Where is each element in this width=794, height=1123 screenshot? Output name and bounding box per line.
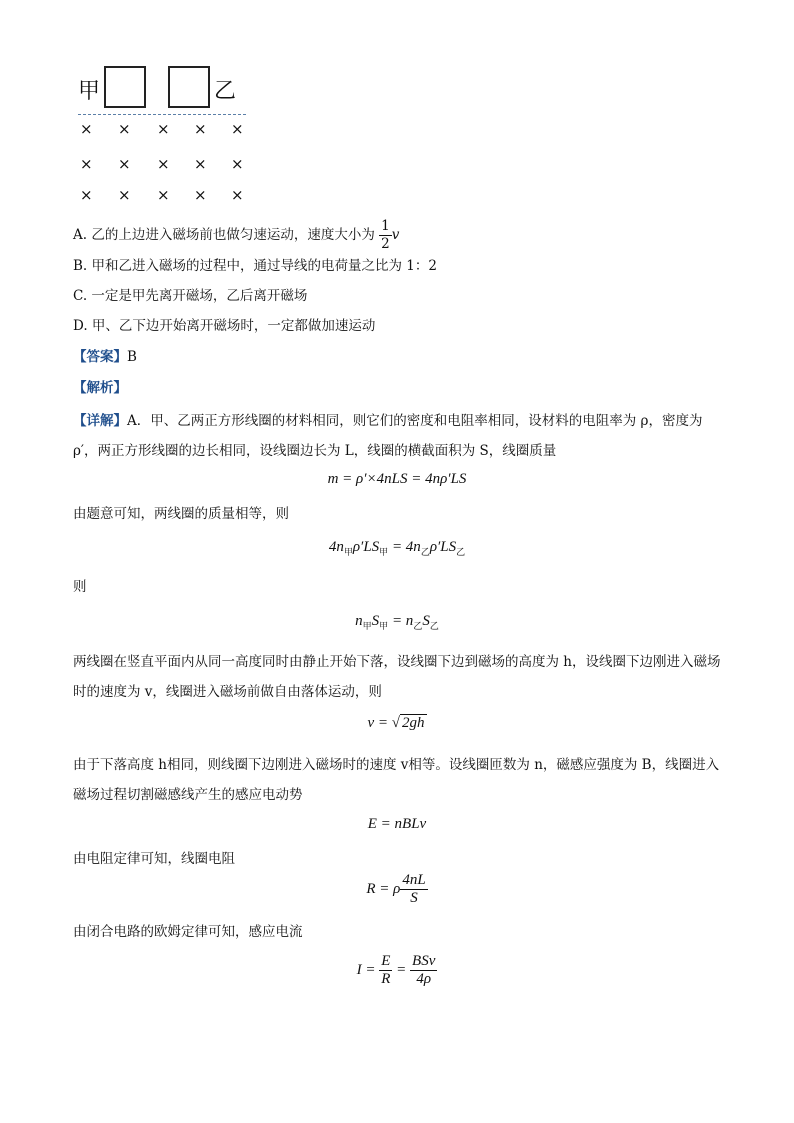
analysis-tag: 【解析】 — [73, 380, 127, 396]
field-cross-icon: × — [80, 120, 93, 138]
equation-ns: $n_甲S_甲 = n_乙S_乙$ — [355, 613, 439, 631]
label-yi: 乙 — [214, 79, 237, 104]
field-cross-icon: × — [194, 155, 207, 173]
field-cross-icon: × — [231, 155, 244, 173]
field-cross-icon: × — [157, 120, 170, 138]
option-a: A. 乙的上边进入磁场前也做匀速运动，速度大小为 $\frac{1}{2}$ v — [73, 218, 400, 252]
field-cross-icon: × — [194, 120, 207, 138]
detail-paragraph-2: 由题意可知，两线圈的质量相等，则 — [73, 506, 289, 522]
equation-emf: E = nBLv — [367, 816, 427, 832]
field-cross-icon: × — [118, 155, 131, 173]
field-cross-icon: × — [231, 186, 244, 204]
equation-mass: m = ρ′×4nLS = 4nρ′LS — [327, 471, 467, 487]
detail-paragraph-4: 两线圈在竖直平面内从同一高度同时由静止开始下落，设线圈下边到磁场的高度为 h，设线圈下边刚进入磁场时的速度为 v，线圈进入磁场前做自由落体运动，则 — [73, 654, 721, 700]
equation-current: I = $\frac{E}{R}$ = $\frac{\text{BSv}}{4\rho}$ — [356, 953, 436, 987]
equation-velocity: v = √ 2gh — [367, 715, 425, 731]
equation-resistance: R = ρ $\frac{4nL}{S}$ — [366, 872, 426, 906]
field-cross-icon: × — [194, 186, 207, 204]
field-cross-icon: × — [118, 120, 131, 138]
option-b: B. 甲和乙进入磁场的过程中，通过导线的电荷量之比为 1：2 — [73, 258, 437, 274]
field-cross-icon: × — [118, 186, 131, 204]
answer-line: 【答案】B — [73, 349, 137, 365]
label-jia: 甲 — [78, 79, 101, 104]
field-cross-icon: × — [80, 155, 93, 173]
coil-yi — [168, 66, 210, 108]
equation-equal-mass: $4n_甲\rho'LS_甲 = 4n_乙\rho'LS_乙$ — [328, 539, 466, 557]
field-boundary-line — [78, 114, 246, 115]
option-d: D. 甲、乙下边开始离开磁场时，一定都做加速运动 — [73, 318, 376, 334]
detail-paragraph-3: 则 — [73, 579, 87, 595]
detail-paragraph-1: 【详解】A．甲、乙两正方形线圈的材料相同，则它们的密度和电阻率相同，设材料的电阻率为 ρ，密度为 ρ′，两正方形线圈的边长相同，设线圈边长为 L，线圈的横截面积为 S，线圈质量 — [73, 413, 703, 459]
detail-paragraph-7: 由闭合电路的欧姆定律可知，感应电流 — [73, 924, 303, 940]
coil-jia — [104, 66, 146, 108]
option-c: C. 一定是甲先离开磁场，乙后离开磁场 — [73, 288, 308, 304]
field-cross-icon: × — [80, 186, 93, 204]
detail-paragraph-6: 由电阻定律可知，线圈电阻 — [73, 851, 235, 867]
field-cross-icon: × — [231, 120, 244, 138]
field-cross-icon: × — [157, 155, 170, 173]
fraction-half: $\frac{1}{2}$ — [381, 218, 390, 252]
field-cross-icon: × — [157, 186, 170, 204]
detail-paragraph-5: 由于下落高度 h相同，则线圈下边刚进入磁场时的速度 v相等。设线圈匝数为 n，磁感应强度为 B，线圈进入磁场过程切割磁感线产生的感应电动势 — [73, 757, 720, 803]
